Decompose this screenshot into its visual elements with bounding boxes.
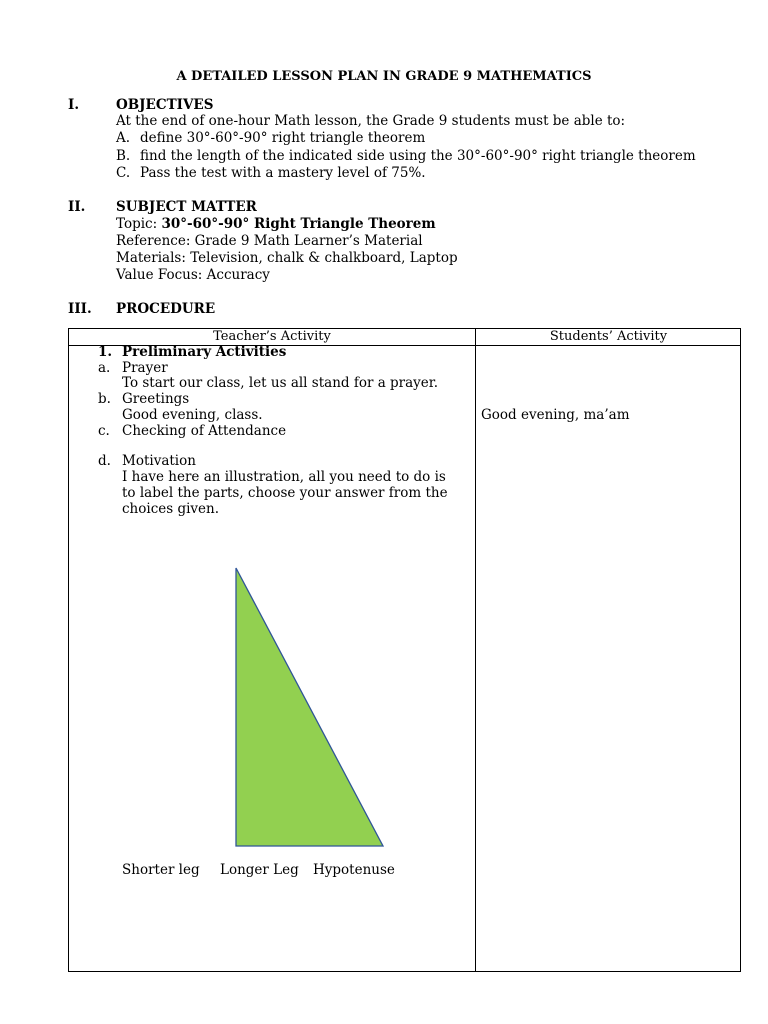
item-greetings-detail: Good evening, class. bbox=[122, 407, 263, 423]
column-divider bbox=[475, 329, 476, 971]
topic-line bbox=[116, 216, 436, 232]
item-letter-d: d. bbox=[98, 453, 111, 469]
section-number: 1. bbox=[98, 344, 113, 360]
choice-hypotenuse: Hypotenuse bbox=[313, 862, 395, 878]
reference-line: Reference: Grade 9 Math Learner’s Material bbox=[116, 233, 423, 249]
motivation-detail-line-3: choices given. bbox=[122, 501, 220, 517]
objectives-number: I. bbox=[68, 97, 80, 113]
value-focus-line: Value Focus: Accuracy bbox=[116, 267, 270, 283]
objectives-intro: At the end of one-hour Math lesson, the Grade 9 students must be able to: bbox=[116, 113, 626, 129]
objectives-heading: OBJECTIVES bbox=[116, 97, 214, 113]
choice-shorter-leg: Shorter leg bbox=[122, 862, 200, 878]
objective-letter-a: A. bbox=[116, 130, 131, 146]
item-letter-c: c. bbox=[98, 423, 110, 439]
right-triangle-shape bbox=[236, 568, 383, 846]
objective-letter-b: B. bbox=[116, 148, 131, 164]
motivation-detail-line-2: to label the parts, choose your answer from the bbox=[122, 485, 448, 501]
objective-c: Pass the test with a mastery level of 75%. bbox=[140, 165, 426, 181]
objective-b: find the length of the indicated side using the 30°-60°-90° right triangle theorem bbox=[140, 148, 696, 164]
document-title: A DETAILED LESSON PLAN IN GRADE 9 MATHEMATICS bbox=[176, 69, 592, 84]
objective-letter-c: C. bbox=[116, 165, 131, 181]
item-letter-b: b. bbox=[98, 391, 111, 407]
topic-value: 30°-60°-90° Right Triangle Theorem bbox=[161, 216, 436, 232]
procedure-heading: PROCEDURE bbox=[116, 301, 216, 317]
student-response-greeting: Good evening, ma’am bbox=[481, 407, 630, 423]
motivation-detail-line-1: I have here an illustration, all you need to do is bbox=[122, 469, 446, 485]
item-letter-a: a. bbox=[98, 360, 111, 376]
item-attendance-label: Checking of Attendance bbox=[122, 423, 287, 439]
choice-longer-leg: Longer Leg bbox=[220, 862, 299, 878]
item-prayer-detail: To start our class, let us all stand for a prayer. bbox=[122, 375, 439, 391]
item-greetings-label: Greetings bbox=[122, 391, 190, 407]
section-title: Preliminary Activities bbox=[122, 344, 287, 360]
students-activity-header: Students’ Activity bbox=[549, 329, 668, 344]
topic-label: Topic: bbox=[116, 216, 162, 232]
right-triangle-illustration bbox=[228, 560, 392, 854]
subject-matter-number: II. bbox=[68, 199, 86, 215]
item-motivation-label: Motivation bbox=[122, 453, 196, 469]
procedure-number: III. bbox=[68, 301, 92, 317]
subject-matter-heading: SUBJECT MATTER bbox=[116, 199, 257, 215]
teacher-activity-header: Teacher’s Activity bbox=[213, 329, 331, 344]
objective-a: define 30°-60°-90° right triangle theorem bbox=[140, 130, 426, 146]
item-prayer-label: Prayer bbox=[122, 360, 168, 376]
materials-line: Materials: Television, chalk & chalkboard, Laptop bbox=[116, 250, 458, 266]
